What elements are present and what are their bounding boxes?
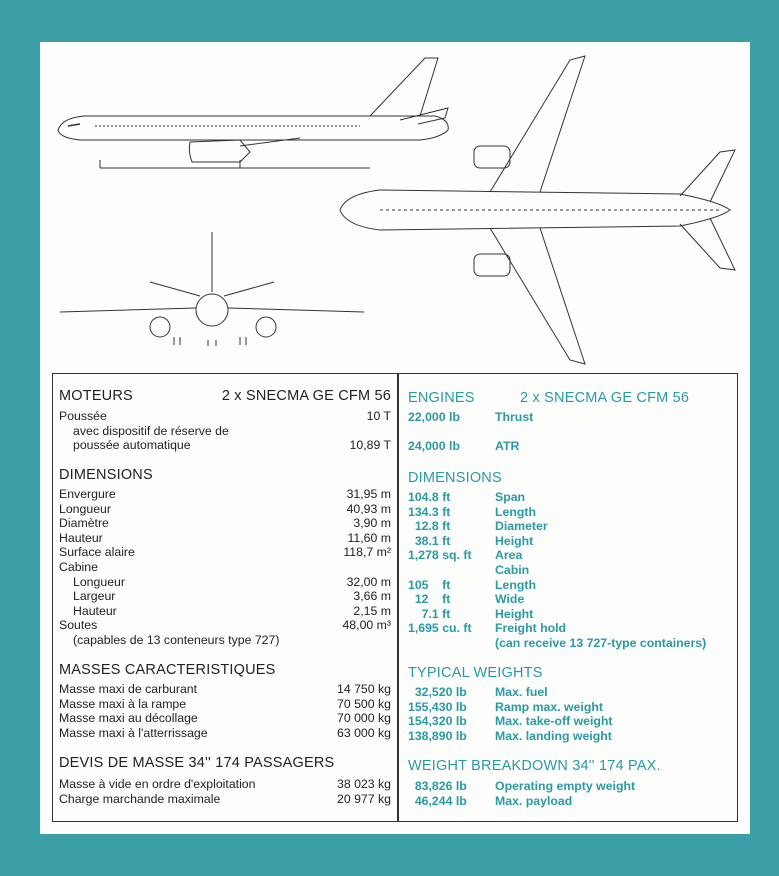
spec-value: 32,00 m: [346, 574, 391, 589]
spec-label: avec dispositif de réserve de: [73, 423, 229, 438]
section-title: DIMENSIONS: [408, 470, 502, 486]
spec-row: [59, 438, 391, 453]
spec-value: 38.1 ft: [408, 533, 451, 548]
spec-label: Max. payload: [495, 793, 573, 808]
spec-row: [59, 792, 391, 807]
spec-row: [59, 618, 391, 633]
spec-row: [408, 636, 738, 651]
spec-row: [59, 545, 391, 560]
engine-type: 2 x SNECMA GE CFM 56: [221, 388, 391, 404]
spec-row: [59, 516, 391, 531]
spec-label: Height: [495, 606, 534, 621]
spec-row: [408, 519, 738, 534]
spec-value: 63 000 kg: [336, 725, 391, 740]
spec-label: Length: [495, 577, 536, 592]
spec-label: Masse maxi au décollage: [59, 711, 198, 726]
spec-value: 105 ft: [408, 577, 451, 592]
section-title: ENGINES: [408, 390, 475, 406]
section-title: TYPICAL WEIGHTS: [408, 665, 543, 681]
section-title: MOTEURS: [59, 388, 133, 404]
specifications-table: [52, 373, 738, 822]
spec-row: [59, 424, 391, 439]
spec-row: [59, 697, 391, 712]
spec-row: [59, 589, 391, 604]
spec-row: [59, 575, 391, 590]
spec-row: [408, 534, 738, 549]
spec-row: [408, 490, 738, 505]
spec-value: 70 500 kg: [336, 696, 391, 711]
spec-row: [408, 425, 738, 440]
aircraft-three-view-drawing: [40, 42, 750, 372]
spec-value: 38 023 kg: [336, 777, 391, 791]
spec-label: Longueur: [73, 574, 125, 589]
spec-row: [408, 685, 738, 700]
spec-label: Operating empty weight: [495, 779, 636, 793]
spec-label: Length: [495, 504, 536, 519]
spec-row: [408, 439, 738, 454]
spec-label: Largeur: [73, 589, 116, 604]
spec-row: [408, 700, 738, 715]
spec-row: [408, 621, 738, 636]
spec-row: [408, 548, 738, 563]
spec-value: 138,890 lb: [408, 728, 467, 743]
spec-value: 46,244 lb: [408, 793, 467, 808]
spec-value: 118,7 m²: [343, 545, 391, 560]
column-divider: [397, 374, 399, 821]
spec-row: [59, 409, 391, 424]
spec-value: 14 750 kg: [336, 682, 391, 696]
spec-row: [408, 794, 738, 809]
spec-sheet: [40, 42, 750, 834]
section-title: WEIGHT BREAKDOWN 34'' 174 PAX.: [408, 758, 661, 774]
spec-value: 40,93 m: [346, 501, 391, 516]
spec-label: Hauteur: [59, 530, 103, 545]
spec-value: 12 ft: [408, 592, 451, 607]
section-devis: [59, 754, 391, 806]
spec-row: [408, 607, 738, 622]
spec-value: 155,430 lb: [408, 699, 467, 714]
spec-label: Span: [495, 490, 526, 504]
spec-row: [408, 714, 738, 729]
spec-value: 2,15 m: [353, 603, 391, 618]
section-title: MASSES CARACTERISTIQUES: [59, 662, 276, 678]
front-view-drawing: [60, 232, 364, 346]
spec-label: Freight hold: [495, 621, 567, 636]
spec-label: Wide: [495, 592, 525, 607]
spec-row: [59, 711, 391, 726]
spec-label: Masse maxi de carburant: [59, 682, 198, 696]
spec-label: Thrust: [495, 410, 534, 424]
spec-value: 1,278 sq. ft: [408, 548, 472, 563]
spec-row: [59, 502, 391, 517]
spec-label: Surface alaire: [59, 545, 135, 560]
spec-label: ATR: [495, 439, 520, 454]
spec-value: 3,66 m: [353, 589, 391, 604]
spec-row: [408, 563, 738, 578]
section-moteurs: [59, 387, 391, 453]
spec-row: [408, 729, 738, 744]
spec-label: Masse maxi à la rampe: [59, 696, 187, 711]
spec-row: [59, 604, 391, 619]
spec-value: 11,60 m: [347, 530, 391, 545]
spec-label: Max. landing weight: [495, 728, 612, 743]
spec-value: 10,89 T: [349, 438, 391, 453]
spec-row: [408, 592, 738, 607]
spec-value: 24,000 lb: [408, 439, 460, 454]
spec-row: [408, 505, 738, 520]
spec-row: [408, 779, 738, 794]
spec-value: 154,320 lb: [408, 714, 467, 729]
section-typical-weights: [408, 664, 738, 743]
spec-label: Height: [495, 533, 534, 548]
spec-label: Diamètre: [59, 516, 109, 531]
spec-label: (capables de 13 conteneurs type 727): [73, 632, 280, 647]
spec-label: Max. fuel: [495, 685, 548, 699]
spec-label: Area: [495, 548, 523, 563]
spec-value: 134.3 ft: [408, 504, 451, 519]
spec-label: Diameter: [495, 519, 548, 534]
spec-value: 31,95 m: [346, 487, 391, 501]
spec-value: 70 000 kg: [336, 711, 391, 726]
side-view-drawing: [58, 58, 448, 168]
spec-label: Soutes: [59, 618, 98, 633]
spec-value: 1,695 cu. ft: [408, 621, 472, 636]
spec-row: [59, 633, 391, 648]
spec-label: Cabin: [495, 562, 530, 577]
spec-label: Longueur: [59, 501, 111, 516]
section-masses: [59, 661, 391, 740]
section-weight-breakdown: [408, 757, 738, 808]
spec-row: [408, 410, 738, 425]
spec-label: Ramp max. weight: [495, 699, 603, 714]
spec-value: 83,826 lb: [408, 779, 467, 793]
spec-label: Envergure: [59, 487, 116, 501]
spec-label: Charge marchande maximale: [59, 791, 221, 806]
spec-label: Masse maxi à l'atterrissage: [59, 725, 208, 740]
spec-row: [59, 560, 391, 575]
section-engines: [408, 389, 738, 454]
spec-value: 104.8 ft: [408, 490, 451, 504]
spec-value: 3,90 m: [353, 516, 391, 531]
spec-row: [59, 726, 391, 741]
section-dimensions: [59, 466, 391, 648]
spec-row: [59, 487, 391, 502]
spec-label: poussée automatique: [73, 438, 191, 453]
spec-row: [59, 531, 391, 546]
spec-value: 10 T: [366, 409, 391, 423]
spec-row: [59, 777, 391, 792]
spec-row: [408, 578, 738, 593]
spec-value: 12.8 ft: [408, 519, 451, 534]
spec-value: 22,000 lb: [408, 410, 460, 424]
spec-label: Poussée: [59, 409, 107, 423]
spec-value: 32,520 lb: [408, 685, 467, 699]
spec-label: Hauteur: [73, 603, 117, 618]
section-dimensions-en: [408, 469, 738, 651]
engine-type: 2 x SNECMA GE CFM 56: [520, 390, 690, 406]
spec-row: [59, 682, 391, 697]
spec-value: 48,00 m³: [342, 618, 391, 633]
spec-value: 7.1 ft: [408, 606, 451, 621]
section-title: DIMENSIONS: [59, 467, 153, 483]
spec-label: (can receive 13 727-type containers): [495, 635, 707, 650]
spec-label: Max. take-off weight: [495, 714, 613, 729]
section-title: DEVIS DE MASSE 34'' 174 PASSAGERS: [59, 755, 335, 771]
spec-value: 20 977 kg: [336, 791, 391, 806]
spec-label: Cabine: [59, 559, 98, 574]
spec-label: Masse à vide en ordre d'exploitation: [59, 777, 256, 791]
top-view-drawing: [340, 56, 735, 364]
